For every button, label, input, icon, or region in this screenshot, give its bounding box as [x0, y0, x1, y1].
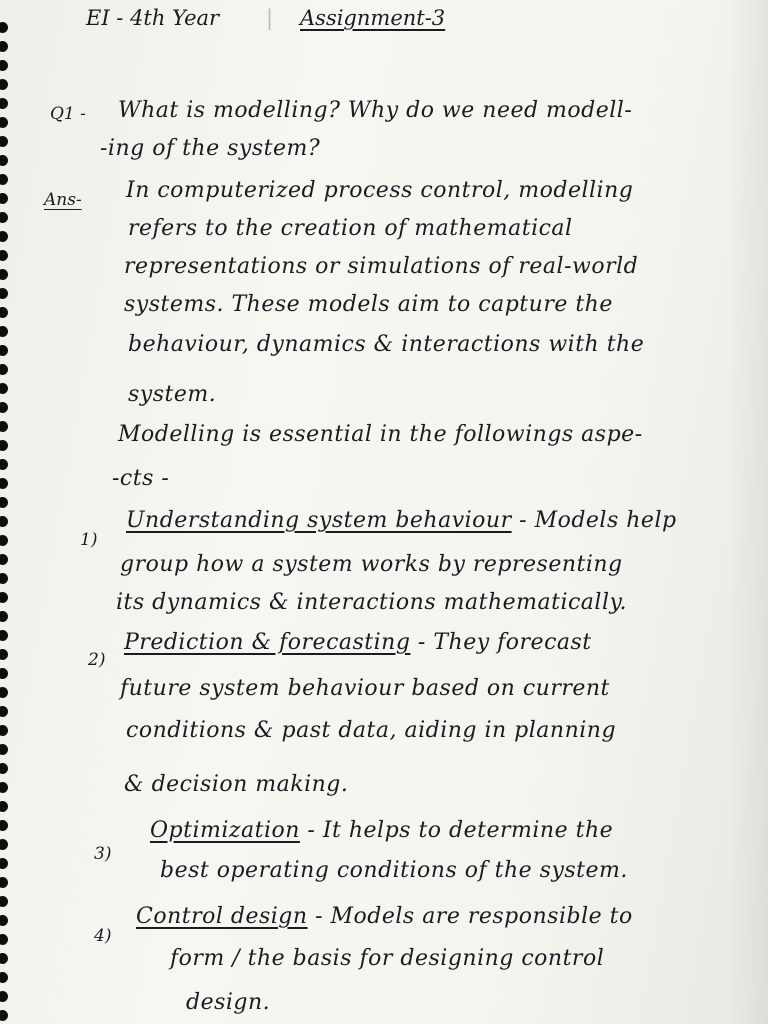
binding-hole [0, 858, 8, 869]
point-1-number: 1) [80, 530, 98, 550]
binding-hole [0, 326, 8, 337]
binding-hole [0, 801, 8, 812]
binding-hole [0, 535, 8, 546]
answer-line-8: -cts - [112, 466, 170, 491]
point-4-text: Models are responsible to [330, 904, 633, 929]
assignment-title: Assignment-3 [300, 6, 446, 30]
binding-hole [0, 459, 8, 470]
point-4-number: 4) [94, 926, 112, 946]
binding-hole [0, 725, 8, 736]
binding-hole [0, 649, 8, 660]
answer-line-5: behaviour, dynamics & interactions with the [128, 332, 645, 357]
binding-hole [0, 117, 8, 128]
point-3-heading [150, 818, 613, 843]
binding-hole [0, 231, 8, 242]
spiral-binding-holes [0, 0, 14, 1024]
binding-hole [0, 383, 8, 394]
answer-line-1: In computerized process control, modelling [126, 178, 634, 203]
binding-hole [0, 41, 8, 52]
binding-hole [0, 193, 8, 204]
binding-hole [0, 364, 8, 375]
binding-hole [0, 972, 8, 983]
question-line-2: -ing of the system? [100, 136, 321, 161]
point-2-line-2: future system behaviour based on current [120, 676, 610, 701]
binding-hole [0, 896, 8, 907]
point-4-heading [136, 904, 633, 929]
binding-hole [0, 345, 8, 356]
point-2-term: Prediction & forecasting [124, 630, 411, 655]
point-1-line-2: group how a system works by representing [120, 552, 623, 577]
binding-hole [0, 497, 8, 508]
binding-hole [0, 478, 8, 489]
answer-line-7: Modelling is essential in the followings aspe- [118, 422, 643, 447]
binding-hole [0, 915, 8, 926]
point-4-term: Control design [136, 904, 308, 929]
point-3-term: Optimization [150, 818, 300, 843]
point-2-line-4: & decision making. [124, 772, 349, 797]
binding-hole [0, 98, 8, 109]
binding-hole [0, 307, 8, 318]
answer-line-4: systems. These models aim to capture the [124, 292, 613, 317]
binding-hole [0, 668, 8, 679]
answer-line-3: representations or simulations of real-world [124, 254, 639, 279]
point-1-term: Understanding system behaviour [126, 508, 512, 533]
binding-hole [0, 60, 8, 71]
binding-hole [0, 573, 8, 584]
point-4-line-2: form / the basis for designing control [170, 946, 605, 971]
binding-hole [0, 22, 8, 33]
binding-hole [0, 744, 8, 755]
binding-hole [0, 877, 8, 888]
answer-label: Ans- [44, 190, 82, 210]
binding-hole [0, 288, 8, 299]
question-line-1: What is modelling? Why do we need modell- [118, 98, 633, 123]
notebook-page: EI - 4th Year | Assignment-3 Q1 - What is modelling? Why do we need modell- -ing of the system? Ans- In computerized process control, modelling refers to the creation of mathematical representations or simulations of real-world systems. These models aim to capture the behaviour, dynamics & interactions with the system. Modelling is essential in the followings aspe- -cts - 1) Understanding system behaviour - Models help group how a system works by representing its dynamics & interactions mathematically. 2) Prediction & forecasting - They forecast future system behaviour based on current conditions & past data, aiding in planning & decision making. 3) Optimization - It helps to determine the best operating conditions of the system. 4) Control design - Models are responsible to form / the basis for designing control design. [0, 0, 768, 1024]
answer-line-2: refers to the creation of mathematical [128, 216, 573, 241]
binding-hole [0, 991, 8, 1002]
binding-hole [0, 269, 8, 280]
binding-hole [0, 953, 8, 964]
point-3-number: 3) [94, 844, 112, 864]
binding-hole [0, 212, 8, 223]
point-3-separator: - [307, 818, 316, 843]
binding-hole [0, 592, 8, 603]
binding-hole [0, 174, 8, 185]
answer-line-6: system. [128, 382, 217, 407]
point-2-heading [124, 630, 592, 655]
point-2-number: 2) [88, 650, 106, 670]
binding-hole [0, 421, 8, 432]
point-4-line-3: design. [186, 990, 271, 1015]
binding-hole [0, 630, 8, 641]
binding-hole [0, 250, 8, 261]
binding-hole [0, 1010, 8, 1021]
binding-hole [0, 706, 8, 717]
binding-hole [0, 516, 8, 527]
binding-hole [0, 782, 8, 793]
binding-hole [0, 611, 8, 622]
point-1-heading [126, 508, 677, 533]
binding-hole [0, 79, 8, 90]
point-4-separator: - [315, 904, 323, 929]
binding-hole [0, 839, 8, 850]
binding-hole [0, 820, 8, 831]
point-2-separator: - [417, 630, 426, 655]
point-1-line-3: its dynamics & interactions mathematically. [116, 590, 627, 615]
point-1-separator: - [519, 508, 528, 533]
binding-hole [0, 763, 8, 774]
question-label: Q1 - [50, 104, 86, 124]
point-2-line-3: conditions & past data, aiding in planning [126, 718, 617, 743]
binding-hole [0, 136, 8, 147]
point-1-text: Models help [534, 508, 677, 533]
point-3-text: It helps to determine the [322, 818, 614, 843]
point-2-text: They forecast [433, 630, 592, 655]
binding-hole [0, 155, 8, 166]
point-3-line-2: best operating conditions of the system. [160, 858, 628, 883]
binding-hole [0, 687, 8, 698]
binding-hole [0, 440, 8, 451]
binding-hole [0, 554, 8, 565]
binding-hole [0, 402, 8, 413]
binding-hole [0, 934, 8, 945]
class-year: EI - 4th Year [86, 6, 220, 30]
